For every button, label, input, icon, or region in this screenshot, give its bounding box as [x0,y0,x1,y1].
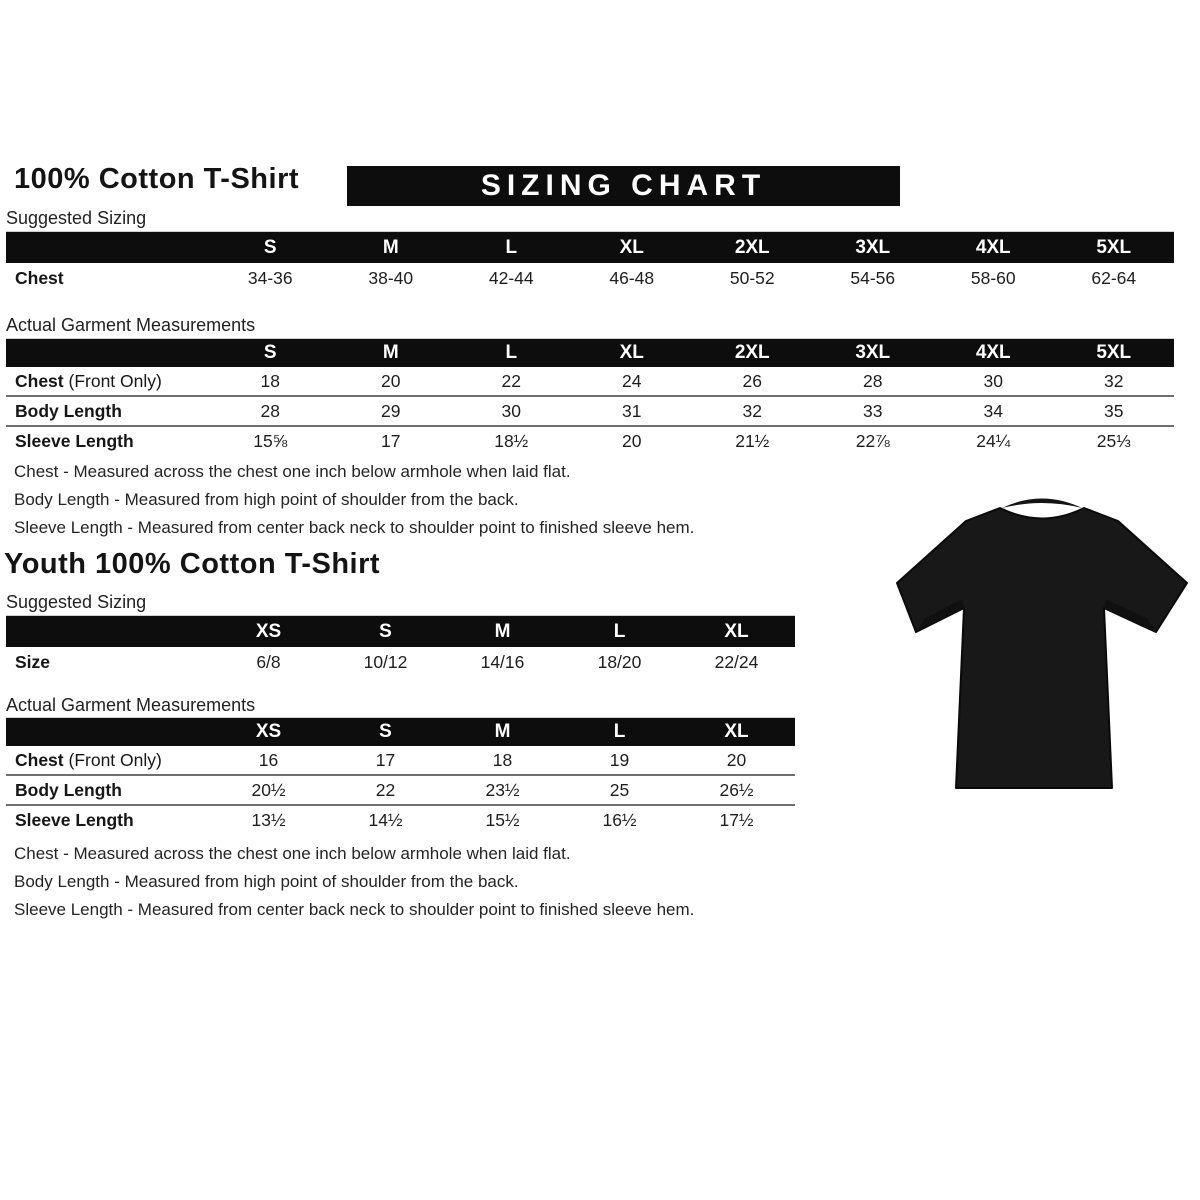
row-label-text: Body Length [15,780,122,800]
note-line: Sleeve Length - Measured from center back neck to shoulder point to finished sleeve hem. [14,900,695,919]
row-label-suffix: (Front Only) [63,371,162,391]
measurement-value: 14/16 [480,652,525,672]
measurement-value: 20 [726,750,747,770]
row-label-text: Chest [15,750,64,770]
measurement-value: 34 [983,401,1003,421]
sizing-chart-banner: SIZING CHART [347,166,900,206]
measurement-value: 21½ [735,431,770,451]
adult-actual-measurements-table [6,338,1174,455]
measurement-value: 18/20 [597,652,642,672]
size-column-header: M [382,342,399,363]
note-line: Body Length - Measured from high point of shoulder from the back. [14,872,519,891]
size-column-header: 4XL [975,342,1011,363]
adult-actual-measurements-label: Actual Garment Measurements [6,315,256,335]
size-column-header: 3XL [855,342,891,363]
size-column-header: L [613,621,626,642]
youth-title: Youth 100% Cotton T-Shirt [4,548,381,580]
row-label [6,776,210,804]
table-header-corner [6,616,210,647]
adult-suggested-sizing-label: Suggested Sizing [6,208,147,228]
table-header-row [6,339,1174,367]
measurement-value: 58-60 [970,268,1016,288]
size-column-header: 3XL [855,237,891,258]
measurement-value: 32 [1104,371,1124,391]
measurement-value: 17 [375,750,396,770]
measurement-value: 22⅞ [855,431,890,451]
row-label [6,263,210,294]
measurement-value: 23½ [485,780,520,800]
measurement-value: 31 [622,401,642,421]
measurement-value: 24¼ [976,431,1011,451]
size-column-header: XL [724,621,749,642]
youth-suggested-sizing-label: Suggested Sizing [6,592,147,612]
row-label-text: Size [15,652,51,672]
size-column-header: S [263,237,277,258]
measurement-value: 30 [983,371,1003,391]
table-row [6,427,1174,455]
measurement-value: 46-48 [609,268,655,288]
size-column-header: 2XL [734,342,770,363]
measurement-value: 32 [742,401,762,421]
measurement-value: 14½ [368,810,403,830]
size-column-header: S [379,621,392,642]
measurement-value: 17 [381,431,401,451]
row-label [6,427,210,455]
youth-measurement-notes [14,840,814,924]
row-label-text: Body Length [15,401,122,421]
measurement-value: 13½ [251,810,286,830]
row-label [6,806,210,834]
size-column-header: 2XL [734,237,770,258]
size-column-header: M [494,721,511,742]
size-column-header: 5XL [1096,342,1132,363]
youth-suggested-sizing-table [6,615,795,678]
table-header-corner [6,718,210,746]
measurement-value: 24 [622,371,642,391]
youth-actual-measurements-label: Actual Garment Measurements [6,695,256,715]
measurement-value: 38-40 [368,268,414,288]
size-column-header: L [613,721,626,742]
adult-measurement-notes [14,458,814,542]
page-title: 100% Cotton T-Shirt [14,163,300,195]
measurement-value: 18 [260,371,280,391]
size-column-header: XL [724,721,749,742]
row-label [6,367,210,395]
size-column-header: L [505,237,518,258]
measurement-value: 6/8 [256,652,281,672]
size-column-header: S [263,342,277,363]
table-row [6,367,1174,397]
note-line: Chest - Measured across the chest one inch below armhole when laid flat. [14,844,571,863]
measurement-value: 18 [492,750,513,770]
measurement-value: 28 [260,401,280,421]
tshirt-image [890,491,1195,803]
size-column-header: 4XL [975,237,1011,258]
measurement-value: 18½ [494,431,529,451]
note-line: Sleeve Length - Measured from center back neck to shoulder point to finished sleeve hem. [14,518,695,537]
row-label-text: Chest [15,371,64,391]
measurement-value: 22 [501,371,521,391]
measurement-value: 25 [609,780,630,800]
table-header-row [6,616,795,647]
youth-actual-measurements-table [6,717,795,834]
size-column-header: XL [619,237,644,258]
size-column-header: XS [255,721,282,742]
measurement-value: 16½ [602,810,637,830]
measurement-value: 62-64 [1091,268,1137,288]
table-header-row [6,232,1174,263]
measurement-value: 54-56 [850,268,896,288]
row-label-text: Sleeve Length [15,810,134,830]
table-header-row [6,718,795,746]
size-column-header: XL [619,342,644,363]
measurement-value: 10/12 [363,652,408,672]
row-label [6,647,210,678]
size-column-header: L [505,342,518,363]
size-column-header: M [494,621,511,642]
measurement-value: 17½ [719,810,754,830]
measurement-value: 22/24 [714,652,759,672]
size-column-header: S [379,721,392,742]
measurement-value: 30 [501,401,521,421]
measurement-value: 20 [381,371,401,391]
measurement-value: 19 [609,750,630,770]
size-column-header: M [382,237,399,258]
row-label [6,397,210,425]
row-label-text: Sleeve Length [15,431,134,451]
note-line: Chest - Measured across the chest one inch below armhole when laid flat. [14,462,571,481]
measurement-value: 15½ [485,810,520,830]
adult-suggested-sizing-table [6,231,1174,294]
measurement-value: 20½ [251,780,286,800]
measurement-value: 33 [863,401,883,421]
table-row [6,776,795,806]
measurement-value: 16 [258,750,279,770]
measurement-value: 15⅝ [253,431,288,451]
measurement-value: 25⅓ [1096,431,1131,451]
row-label-text: Chest [15,268,64,288]
measurement-value: 26½ [719,780,754,800]
measurement-value: 42-44 [488,268,534,288]
black-tshirt-icon [890,491,1195,803]
table-row [6,263,1174,294]
row-label [6,746,210,774]
row-label-suffix: (Front Only) [63,750,162,770]
table-row [6,647,795,678]
measurement-value: 22 [375,780,396,800]
table-header-corner [6,232,210,263]
table-row [6,397,1174,427]
size-column-header: 5XL [1096,237,1132,258]
table-row [6,746,795,776]
measurement-value: 34-36 [247,268,293,288]
note-line: Body Length - Measured from high point of shoulder from the back. [14,490,519,509]
measurement-value: 20 [622,431,642,451]
measurement-value: 35 [1104,401,1124,421]
measurement-value: 28 [863,371,883,391]
measurement-value: 26 [742,371,762,391]
size-column-header: XS [255,621,282,642]
table-header-corner [6,339,210,367]
measurement-value: 50-52 [729,268,775,288]
measurement-value: 29 [381,401,401,421]
table-row [6,806,795,834]
